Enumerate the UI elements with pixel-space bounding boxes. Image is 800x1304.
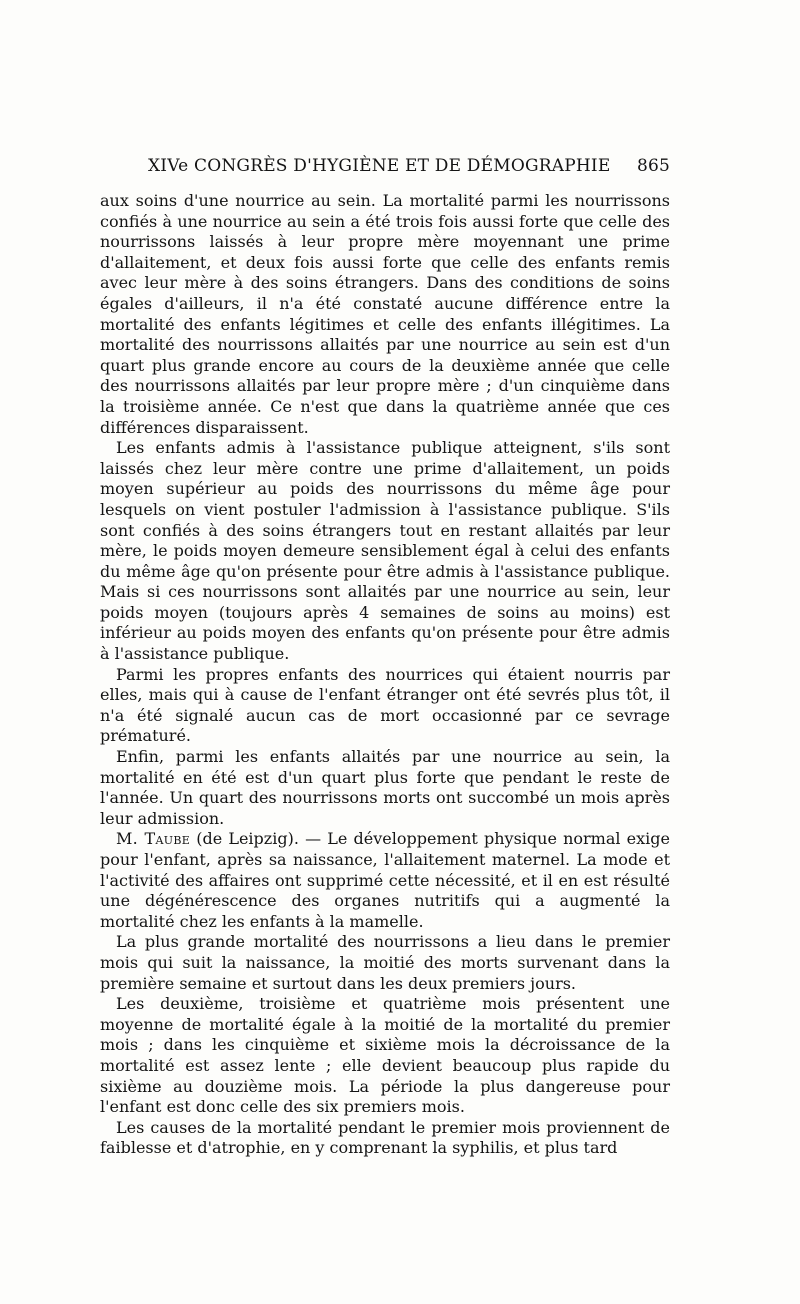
running-header	[128, 152, 670, 178]
paragraph-3: Parmi les propres enfants des nourrices qui étaient nourris par elles, mais qui à cause de l'enfant étranger ont été sevrés plus tôt, il n'a été signalé aucun cas de mort occasionné par ce sevrage prématuré.	[100, 664, 670, 746]
paragraph-5-text: (de Leipzig). — Le développement physique normal exige pour l'enfant, après sa naissance, l'allaitement maternel. La mode et l'activité des affaires ont supprimé cette nécessité, et il en est résulté une dégénérescence des organes nutritifs qui a augmenté la mortalité chez les enfants à la mamelle.	[100, 829, 670, 931]
paragraph-4: Enfin, parmi les enfants allaités par une nourrice au sein, la mortalité en été est d'un quart plus forte que pendant le reste de l'année. Un quart des nourrissons morts ont succombé un mois après leur admission.	[100, 747, 670, 828]
speaker-name: M. Taube	[116, 829, 191, 849]
paragraph-1: aux soins d'une nourrice au sein. La mortalité parmi les nourrissons confiés à une nourrice au sein a été trois fois aussi forte que celle des nourrissons laissés à leur propre mère moyennant une prime d'allaitement, et deux fois aussi forte que celle des enfants remis avec leur mère à des soins étrangers. Dans des conditions de soins égales d'ailleurs, il n'a été constaté aucune différence entre la mortalité des enfants légitimes et celle des enfants illégitimes. La mortalité des nourrissons allaités par une nourrice au sein est d'un quart plus grande encore au cours de la deuxième année que celle des nourrissons allaités par leur propre mère ; d'un cinquième dans la troisième année. Ce n'est que dans la quatrième année que ces différences disparaissent.	[100, 191, 670, 437]
paragraph-6: La plus grande mortalité des nourrissons a lieu dans le premier mois qui suit la naissance, la moitié des morts survenant dans la première semaine et surtout dans les deux premiers jours.	[100, 932, 670, 993]
paragraph-2: Les enfants admis à l'assistance publique atteignent, s'ils sont laissés chez leur mère contre une prime d'allaitement, un poids moyen supérieur au poids des nourrissons du même âge pour lesquels on vient postuler l'admission à l'assistance publique. S'ils sont confiés à des soins étrangers tout en restant allaités par leur mère, le poids moyen demeure sensiblement égal à celui des enfants du même âge qu'on présente pour être admis à l'assistance publique. Mais si ces nourrissons sont allaités par une nourrice au sein, leur poids moyen (toujours après 4 semaines de soins au moins) est inférieur au poids moyen des enfants qu'on présente pour être admis à l'assistance publique.	[100, 438, 670, 664]
body-text	[100, 191, 670, 1159]
page-number: 865	[636, 156, 670, 176]
paragraph-8: Les causes de la mortalité pendant le premier mois proviennent de faiblesse et d'atrophie, en y comprenant la syphilis, et plus tard	[100, 1117, 670, 1158]
paragraph-7: Les deuxième, troisième et quatrième mois présentent une moyenne de mortalité égale à la moitié de la mortalité du premier mois ; dans les cinquième et sixième mois la décroissance de la mortalité est assez lente ; elle devient beaucoup plus rapide du sixième au douzième mois. La période la plus dangereuse pour l'enfant est donc celle des six premiers mois.	[100, 994, 670, 1117]
header-title: XIVe CONGRÈS D'HYGIÈNE ET DE DÉMOGRAPHIE	[148, 156, 611, 176]
paragraph-5	[100, 829, 670, 932]
